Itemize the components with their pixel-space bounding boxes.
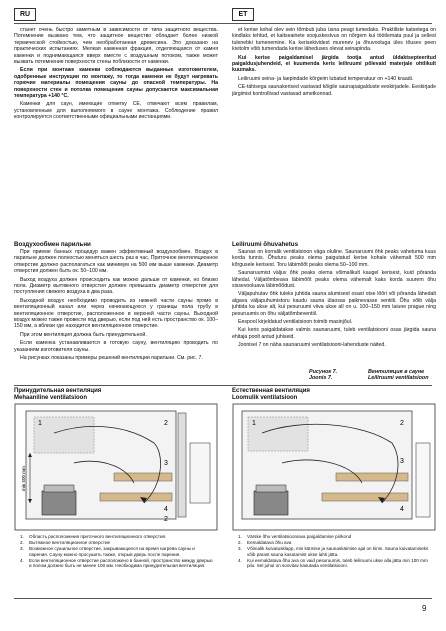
legend-item [238,558,432,569]
ru-intro-paragraph: Каменки для саун, имеющие отметку СЕ, отвечают всем правилам, установленным для выполняемого в сауне монтажа. Соблюдение правил контролируется соответственными официальными инстанциями. [14,101,218,121]
svg-text:2: 2 [400,420,404,427]
figure-top-rule [14,385,432,386]
et-ventilation-heading: Leiliruumi õhuvahetus [232,241,299,248]
et-ventilation-paragraph: Joonisel 7 on näha saunaruumi ventilatsiooni-lahenduste näited. [238,342,386,349]
ru-intro-paragraph: Если при монтаже каменки соблюдаются выданные изготовителем, одобренные инструкции по монтажу, то тогда каменки не будут нагревать горючие материалы помещения сауны до опасной температуры. На поверхности стен и потолка помещения сауны допускается максимальная температура +140 °С. [14,67,218,100]
svg-text:3: 3 [164,460,168,467]
legend-item [238,534,432,540]
legend-text: Область расположения приточного вентиляционного отверстия. [29,534,167,539]
legend-item [20,534,214,540]
diagram-right-title [232,388,432,402]
figure-caption-et-label [309,369,359,382]
legend-item [20,540,214,546]
svg-text:4: 4 [164,506,168,513]
caption-ru-label: Рисунок 7. [309,369,338,375]
et-intro-text [232,27,436,99]
natural-ventilation-diagram [232,403,436,531]
svg-text:3: 3 [400,458,404,465]
legend-text: Värske õhu ventilatsiooniava paigaldamise piirkond [247,534,352,539]
ru-ventilation-paragraph: При приеме банных процедур важен эффективный воздухообмен. Воздух в парильне должен полностью меняться шесть раз в час. Приточное вентиляционное отверстие должно располагаться как минимум на 500 мм выше каменки. Диаметр отверстия должен быть ок. 50–100 мм. [14,249,218,275]
legend-number: 1. [238,534,242,539]
svg-text:1: 1 [38,420,42,427]
et-ventilation-paragraph: Saunas on korralik ventilatsioon väga oluline. Saunaruumi õhk peaks vahetuma kuus korda tunnis. Õhuturu peaks olema paigutatud kerise kohale vähemalt 500 mm kõrgusele kerisest. Toru läbimõõt peaks olema 50–100 mm. [232,249,436,268]
legend-item [238,546,432,557]
svg-text:2: 2 [164,516,168,523]
header-rule [14,23,432,24]
et-ventilation-paragraph: Saunaruumist väljuv õhk peaks olema võimalikult kaugel kerisest, kuid põranda lähedal. Väljatõmbeava läbimõõt peaks olema vähemalt kaks korda suurem õhu sissevooluava läbimõõdust. [232,270,436,290]
ru-ventilation-heading: Воздухообмен парильни [14,241,91,248]
diagram-left-legend [20,534,214,569]
legend-number: 3. [238,546,242,552]
figure-bottom-rule [14,598,432,599]
diagram-left-title-et: Mehaaniline ventilatsioon [14,395,88,401]
legend-text: Возможное сушильное отверстие, закрывающееся на время нагрева сауны и парения. Сауну можно просушить также, открыв дверь после парения. [29,546,195,557]
legend-text: Вытяжное вентиляционное отверстие [29,540,111,546]
mechanical-ventilation-diagram [14,403,218,531]
diagram-right-legend [238,534,432,569]
legend-number: 3. [20,546,24,552]
diagram-left-title-ru: Принудительная вентиляция [14,388,102,394]
page-number: 9 [422,604,427,613]
diagram-right-title-et: Loomulik ventilatsioon [232,395,298,401]
ru-ventilation-paragraph: Выход воздуха должен происходить как можно дальше от каменки, но близко пола. Диаметр вытяжного отверстия должен превышать диаметр отверстия для поступления свежего воздуха в два раза. [14,276,218,296]
caption-et-text: Leiliruumi ventilatsioon [368,375,429,382]
figure-caption-text [368,369,438,382]
caption-ru-text: Вентиляция в сауне [368,369,425,375]
legend-item [20,546,214,557]
legend-number: 2. [238,540,242,546]
et-intro-paragraph: Leiliruumi seina- ja laepindade kõrgeim lubatud temperatuur on +140 kraadi. [238,75,414,82]
svg-text:2: 2 [164,420,168,427]
et-ventilation-section [232,241,436,351]
legend-number: 1. [20,534,24,539]
ru-intro-text [14,27,218,123]
legend-number: 2. [20,540,24,546]
legend-item [20,558,214,569]
ru-ventilation-paragraph: Выходной воздух необходимо проводить из нижней части сауны прямо в вентиляционный канал или через начинающуюся у границы пола трубу в вентиляционное отверстие, расположенное в верхней части сауны. Выходной воздух можно также провести под дверью, если под ней есть пространство ок. 100–150 мм, а вблизи где находится вентиляционное отверстие. [14,297,218,330]
ru-ventilation-paragraph: При этом вентиляция должна быть принудительной. [20,331,147,338]
legend-text: Võimalik kuivatusklapp, mis kütmise ja saunaskäimise ajal on kinni. Sauna kuivatamiseks võib pärast sauna kasutamist ukse lahti jätta. [247,546,429,557]
ru-intro-paragraph: станет очень быстро заметным в зависимости от типа защитного вещества. Потемнение вызвано тем, что защитное вещество обладает более низкой термической стойкостью, чем необработанная древесина. Это доказано на практических испытаниях. Мелкая каменная фракция, отделяющаяся от камня каменки и поднимающаяся вверх вместе с воздушным потоком, также может вызвать потемнение поверхности стены поблизости от каменки. [14,27,218,66]
min-500-mm-label: min 500 mm [21,466,26,491]
legend-text: Если вентиляционное отверстие расположено в банной, пространство между дверью и полом должно быть не менее 100 мм. Необходима принудительная вентиляция. [29,557,213,569]
language-tag-et: ET [232,8,254,21]
svg-text:1: 1 [252,420,256,427]
legend-item [238,540,432,546]
et-intro-paragraph: Kui kerise paigaldamisel järgida tootja antud üldaktsepteeritud paigaldusjuhendeid, ei kuumenda keris leiliruumi põlevaid materjale ohtlikult kuumaks. [232,54,436,74]
ru-ventilation-section [14,241,218,364]
ru-ventilation-paragraph: Если каменка устанавливается в готовую сауну, вентиляцию проводить по указаниям изготовителя сауны. [14,340,218,353]
svg-text:4: 4 [400,506,404,513]
language-tag-ru: RU [14,8,36,21]
legend-text: Eemaldatava õhu ava [247,540,292,546]
et-ventilation-paragraph: Kui keris paigaldatakse valmis saunaruumi, tuleb ventilatsiooni osas järgida sauna ehitaja poolt antud juhiseid. [232,327,436,340]
legend-text: Kui eemaldatava õhu ava on vaid pesuruumis, tuleb leiliruumi ukse alla jätta min 100 mm pilu. Sel juhul on soovitav kasutada ventilatsiooni. [247,557,428,569]
et-intro-paragraph: et kerise kohal olev sein tõmbub juba üsna peagi tumedaks. Praktiliste katsetega on kindlaks tehtud, et kaitseainete soojuskestvus on nõrgem kui töötlemata puul ja sellest tulenebki tumenemine. Ka kerisekividest murenev ja õhuvooluga üles tõusev peen kivitolm võib tumendada kerise läheduses olevat seinapinda. [232,27,436,53]
legend-number: 4. [20,557,24,563]
caption-et-label: Joonis 7. [309,375,333,382]
diagram-left-title [14,388,214,402]
diagram-right-title-ru: Естественная вентиляция [232,388,310,394]
legend-number: 4. [238,557,242,563]
et-ventilation-paragraph: Väljapuhutav õhk tuleks juhtida sauna alumisest osast otse lõõri või põranda lähedalt algava väljapuhumistoru kaudu sauna ülaosas paiknevasse ventiili. Õhu võib välja juhtida ka ukse alt, kui pesuruumi viiva ukse all on u. 100–150 mm laiune prague ning pesuruumis on õhu väljatõmbeventiil. [232,291,436,317]
ru-ventilation-paragraph: На рисунках показаны примеры решений вентиляции парильни. См. рис. 7. [20,355,203,362]
et-intro-paragraph: CE-tähisega saunakerised vastavad kõigile saunapaigalduste eeskirjadele. Eeskirjade järgimist kontrollivad vastavad ametkonnad. [232,84,436,97]
et-ventilation-paragraph: Eespool kirjeldatud ventilatsioon toimib masinjõul. [238,319,353,326]
